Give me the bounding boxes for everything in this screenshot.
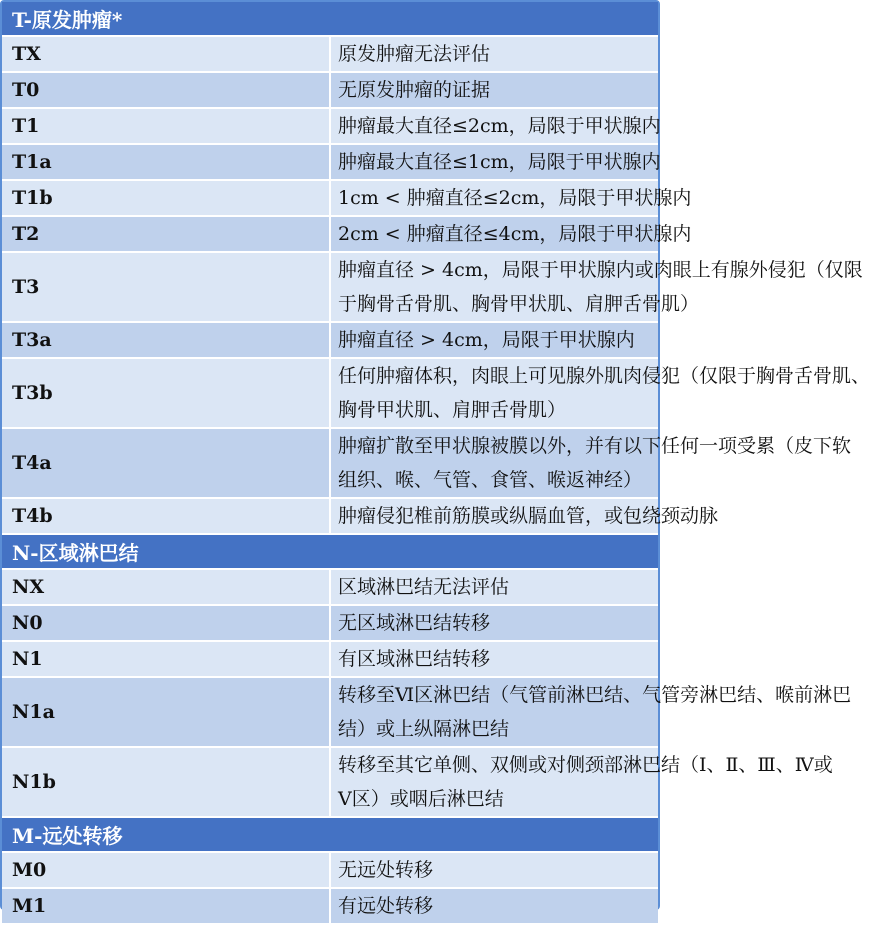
stage-code: M1 [2, 888, 330, 924]
stage-description [330, 72, 658, 108]
description-line: 2cm < 肿瘤直径≤4cm，局限于甲状腺内 [338, 223, 692, 245]
stage-description [330, 888, 658, 924]
description-line: 肿瘤侵犯椎前筋膜或纵膈血管，或包绕颈动脉 [338, 505, 719, 527]
table-row [2, 180, 658, 216]
m-section-header [2, 817, 658, 852]
table-row [2, 216, 658, 252]
stage-code: T4b [2, 498, 330, 534]
tnm-staging-table [2, 2, 870, 925]
description-line: 无原发肿瘤的证据 [338, 79, 491, 101]
description-line: 区域淋巴结无法评估 [338, 576, 510, 598]
description-line: 组织、喉、气管、食管、喉返神经） [338, 469, 643, 491]
stage-description [330, 641, 658, 677]
description-line: 肿瘤最大直径≤2cm，局限于甲状腺内 [338, 115, 661, 137]
stage-description [330, 428, 852, 498]
stage-description [330, 180, 692, 216]
n-section-header [2, 534, 658, 569]
table-row [2, 498, 658, 534]
description-line: 肿瘤最大直径≤1cm，局限于甲状腺内 [338, 151, 661, 173]
table-row [2, 428, 658, 498]
stage-code: T2 [2, 216, 330, 252]
stage-code: T3b [2, 358, 330, 428]
stage-description [330, 677, 852, 747]
description-line: 无区域淋巴结转移 [338, 612, 491, 634]
section-title: T-原发肿瘤* [2, 2, 658, 36]
stage-description [330, 569, 658, 605]
description-line: 转移至其它单侧、双侧或对侧颈部淋巴结（Ⅰ、Ⅱ、Ⅲ、Ⅳ或 [338, 754, 833, 776]
stage-description [330, 144, 661, 180]
description-line: 肿瘤扩散至甲状腺被膜以外，并有以下任何一项受累（皮下软 [338, 435, 852, 457]
stage-code: NX [2, 569, 330, 605]
stage-description [330, 358, 870, 428]
stage-description [330, 852, 658, 888]
stage-description [330, 216, 692, 252]
stage-description [330, 108, 661, 144]
stage-code: T3a [2, 322, 330, 358]
table-row [2, 641, 658, 677]
stage-description [330, 322, 658, 358]
description-line: 肿瘤直径 > 4cm，局限于甲状腺内或肉眼上有腺外侵犯（仅限 [338, 259, 863, 281]
stage-code: N1a [2, 677, 330, 747]
table-row [2, 888, 658, 924]
stage-code: T1a [2, 144, 330, 180]
description-line: 于胸骨舌骨肌、胸骨甲状肌、肩胛舌骨肌） [338, 293, 700, 315]
stage-code: M0 [2, 852, 330, 888]
description-line: 结）或上纵隔淋巴结 [338, 718, 510, 740]
stage-description [330, 747, 833, 817]
description-line: 原发肿瘤无法评估 [338, 43, 491, 65]
stage-code: T3 [2, 252, 330, 322]
stage-code: TX [2, 36, 330, 72]
stage-code: N1b [2, 747, 330, 817]
table-row [2, 747, 658, 817]
table-row [2, 358, 658, 428]
description-line: 有区域淋巴结转移 [338, 648, 491, 670]
table-row [2, 108, 658, 144]
table-row [2, 322, 658, 358]
section-title: N-区域淋巴结 [2, 534, 658, 569]
table-row [2, 605, 658, 641]
table-row [2, 569, 658, 605]
description-line: 任何肿瘤体积，肉眼上可见腺外肌肉侵犯（仅限于胸骨舌骨肌、 [338, 365, 870, 387]
stage-code: N0 [2, 605, 330, 641]
stage-code: T1 [2, 108, 330, 144]
description-line: Ⅴ区）或咽后淋巴结 [338, 788, 504, 810]
description-line: 有远处转移 [338, 895, 434, 917]
description-line: 转移至Ⅵ区淋巴结（气管前淋巴结、气管旁淋巴结、喉前淋巴 [338, 684, 852, 706]
stage-description [330, 605, 658, 641]
stage-code: N1 [2, 641, 330, 677]
table-row [2, 144, 658, 180]
stage-code: T1b [2, 180, 330, 216]
section-title: M-远处转移 [2, 817, 658, 852]
description-line: 肿瘤直径 > 4cm，局限于甲状腺内 [338, 329, 635, 351]
stage-description [330, 498, 719, 534]
description-line: 1cm < 肿瘤直径≤2cm，局限于甲状腺内 [338, 187, 692, 209]
description-line: 无远处转移 [338, 859, 434, 881]
stage-code: T4a [2, 428, 330, 498]
stage-description [330, 36, 658, 72]
table-row [2, 252, 658, 322]
table-row [2, 677, 658, 747]
table-row [2, 72, 658, 108]
stage-code: T0 [2, 72, 330, 108]
table-row [2, 852, 658, 888]
table-row [2, 36, 658, 72]
stage-description [330, 252, 863, 322]
t-section-header [2, 2, 658, 36]
description-line: 胸骨甲状肌、肩胛舌骨肌） [338, 399, 567, 421]
